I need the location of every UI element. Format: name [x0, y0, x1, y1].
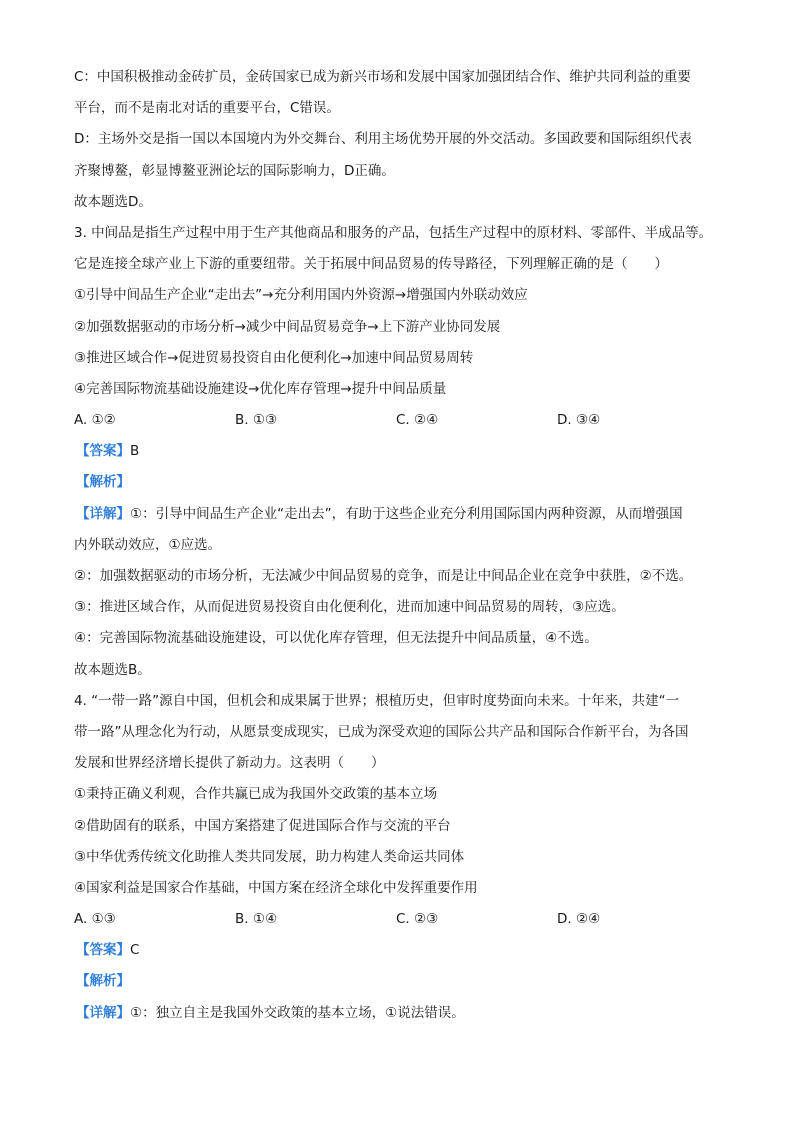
statement-item: ②加强数据驱动的市场分析→减少中间品贸易竞争→上下游产业协同发展 — [74, 318, 501, 335]
detail-line: ④：完善国际物流基础设施建设，可以优化库存管理，但无法提升中间品质量，④不选。 — [74, 630, 598, 647]
previous-question-explanation — [74, 62, 754, 218]
detail-text: ①：独立自主是我国外交政策的基本立场，①说法错误。 — [130, 1004, 465, 1021]
question-stem: 带一路”从理念化为行动，从愿景变成现实，已成为深受欢迎的国际公共产品和国际合作新平台，为各国 — [74, 723, 689, 740]
analysis-line — [74, 966, 754, 997]
question-stem: 3. 中间品是指生产过程中用于生产其他商品和服务的产品，包括生产过程中的原材料、零部件、半成品等。 — [74, 224, 713, 241]
detail-line: 内外联动效应，①应选。 — [74, 536, 222, 553]
option-b: B. ①④ — [235, 911, 278, 928]
question-stem: 发展和世界经济增长提供了新动力。这表明（ ） — [74, 755, 385, 772]
option-b: B. ①③ — [235, 412, 278, 429]
detail-tag: 【详解】 — [76, 1004, 130, 1021]
option-a: A. ①② — [74, 412, 116, 429]
option-c: C. ②④ — [396, 412, 439, 429]
detail-text: ①：引导中间品生产企业“走出去”，有助于这些企业充分利用国际国内两种资源，从而增强国 — [130, 505, 683, 522]
answer-options — [74, 405, 754, 436]
explanation-line: D：主场外交是指一国以本国境内为外交舞台、利用主场优势开展的外交活动。多国政要和国际组织代表 — [74, 131, 692, 148]
answer-tag: 【答案】 — [76, 942, 130, 959]
conclusion-line: 故本题选B。 — [74, 661, 151, 678]
answer-tag: 【答案】 — [76, 443, 130, 460]
explanation-line: 平台，而不是南北对话的重要平台，C错误。 — [74, 100, 340, 117]
explanation-line: 齐聚博鳌，彰显博鳌亚洲论坛的国际影响力，D正确。 — [74, 162, 395, 179]
detail-line: ②：加强数据驱动的市场分析，无法减少中间品贸易的竞争，而是让中间品企业在竞争中获胜，②不选。 — [74, 568, 693, 584]
answer-line — [74, 436, 754, 467]
option-c: C. ②③ — [396, 911, 439, 928]
option-d: D. ②④ — [557, 911, 601, 928]
statement-item: ①引导中间品生产企业“走出去”→充分利用国内外资源→增强国内外联动效应 — [74, 287, 528, 304]
analysis-tag: 【解析】 — [76, 973, 130, 990]
analysis-tag: 【解析】 — [76, 474, 130, 491]
answer-value: B — [130, 443, 140, 460]
statement-item: ④完善国际物流基础设施建设→优化库存管理→提升中间品质量 — [74, 380, 447, 397]
answer-options — [74, 904, 754, 935]
conclusion-line: 故本题选D。 — [74, 193, 152, 210]
answer-value: C — [130, 942, 140, 959]
detail-line — [74, 998, 754, 1029]
question-3 — [74, 218, 754, 686]
answer-line — [74, 935, 754, 966]
option-d: D. ③④ — [557, 412, 601, 429]
analysis-line — [74, 467, 754, 498]
explanation-line: C：中国积极推动金砖扩员，金砖国家已成为新兴市场和发展中国家加强团结合作、维护共同利益的重要 — [74, 69, 691, 85]
option-a: A. ①③ — [74, 911, 116, 928]
document-page — [74, 62, 754, 1029]
detail-line: ③：推进区域合作，从而促进贸易投资自由化便利化，进而加速中间品贸易的周转，③应选。 — [74, 599, 625, 616]
statement-item: ①秉持正确义利观，合作共赢已成为我国外交政策的基本立场 — [74, 786, 438, 803]
detail-line — [74, 499, 754, 530]
question-4 — [74, 686, 754, 1029]
detail-tag: 【详解】 — [76, 505, 130, 522]
statement-item: ③推进区域合作→促进贸易投资自由化便利化→加速中间品贸易周转 — [74, 349, 474, 366]
statement-item: ④国家利益是国家合作基础，中国方案在经济全球化中发挥重要作用 — [74, 879, 478, 896]
question-stem: 它是连接全球产业上下游的重要纽带。关于拓展中间品贸易的传导路径，下列理解正确的是（ ） — [74, 256, 668, 273]
statement-item: ②借助固有的联系，中国方案搭建了促进国际合作与交流的平台 — [74, 817, 451, 834]
statement-item: ③中华优秀传统文化助推人类共同发展，助力构建人类命运共同体 — [74, 848, 465, 865]
question-stem: 4. “一带一路”源自中国，但机会和成果属于世界；根植历史，但审时度势面向未来。十年来，共建“一 — [74, 692, 680, 709]
